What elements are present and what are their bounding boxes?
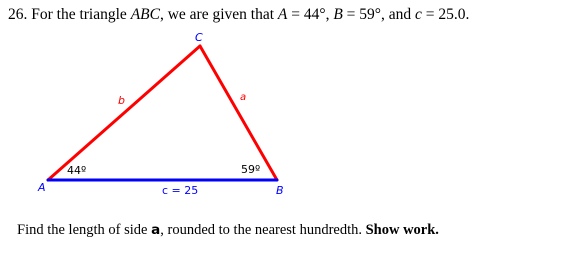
problem-number: 26.: [8, 6, 28, 23]
instruction-after: , rounded to the nearest hundredth.: [160, 222, 362, 238]
angle-a-value: = 44°,: [291, 6, 330, 23]
vertex-c-label: C: [195, 31, 203, 44]
side-c-value: = 25.0.: [425, 6, 470, 23]
vertex-b-label: B: [276, 184, 284, 197]
side-b-label: b: [118, 94, 125, 107]
given-text: , we are given that: [159, 6, 275, 23]
angle-b-variable: B: [333, 6, 343, 23]
instruction-side-variable: a: [151, 222, 161, 238]
and-text: and: [388, 6, 412, 23]
angle-a-label: 44º: [67, 164, 87, 177]
side-a-label: a: [240, 92, 247, 103]
instruction-before: Find the length of side: [17, 222, 148, 238]
vertex-a-label: A: [38, 181, 46, 194]
show-work-emphasis: Show work.: [365, 222, 439, 238]
triangle-name: ABC: [130, 6, 160, 23]
problem-intro-text: For the triangle: [31, 6, 127, 23]
instruction-text: [17, 221, 439, 239]
side-c-variable: c: [415, 6, 422, 23]
angle-b-label: 59º: [241, 163, 261, 176]
side-c-label: c = 25: [162, 184, 199, 197]
side-b-line: [48, 46, 200, 180]
side-a-line: [200, 46, 277, 180]
angle-b-value: = 59°,: [346, 6, 385, 23]
angle-a-variable: A: [277, 6, 288, 23]
